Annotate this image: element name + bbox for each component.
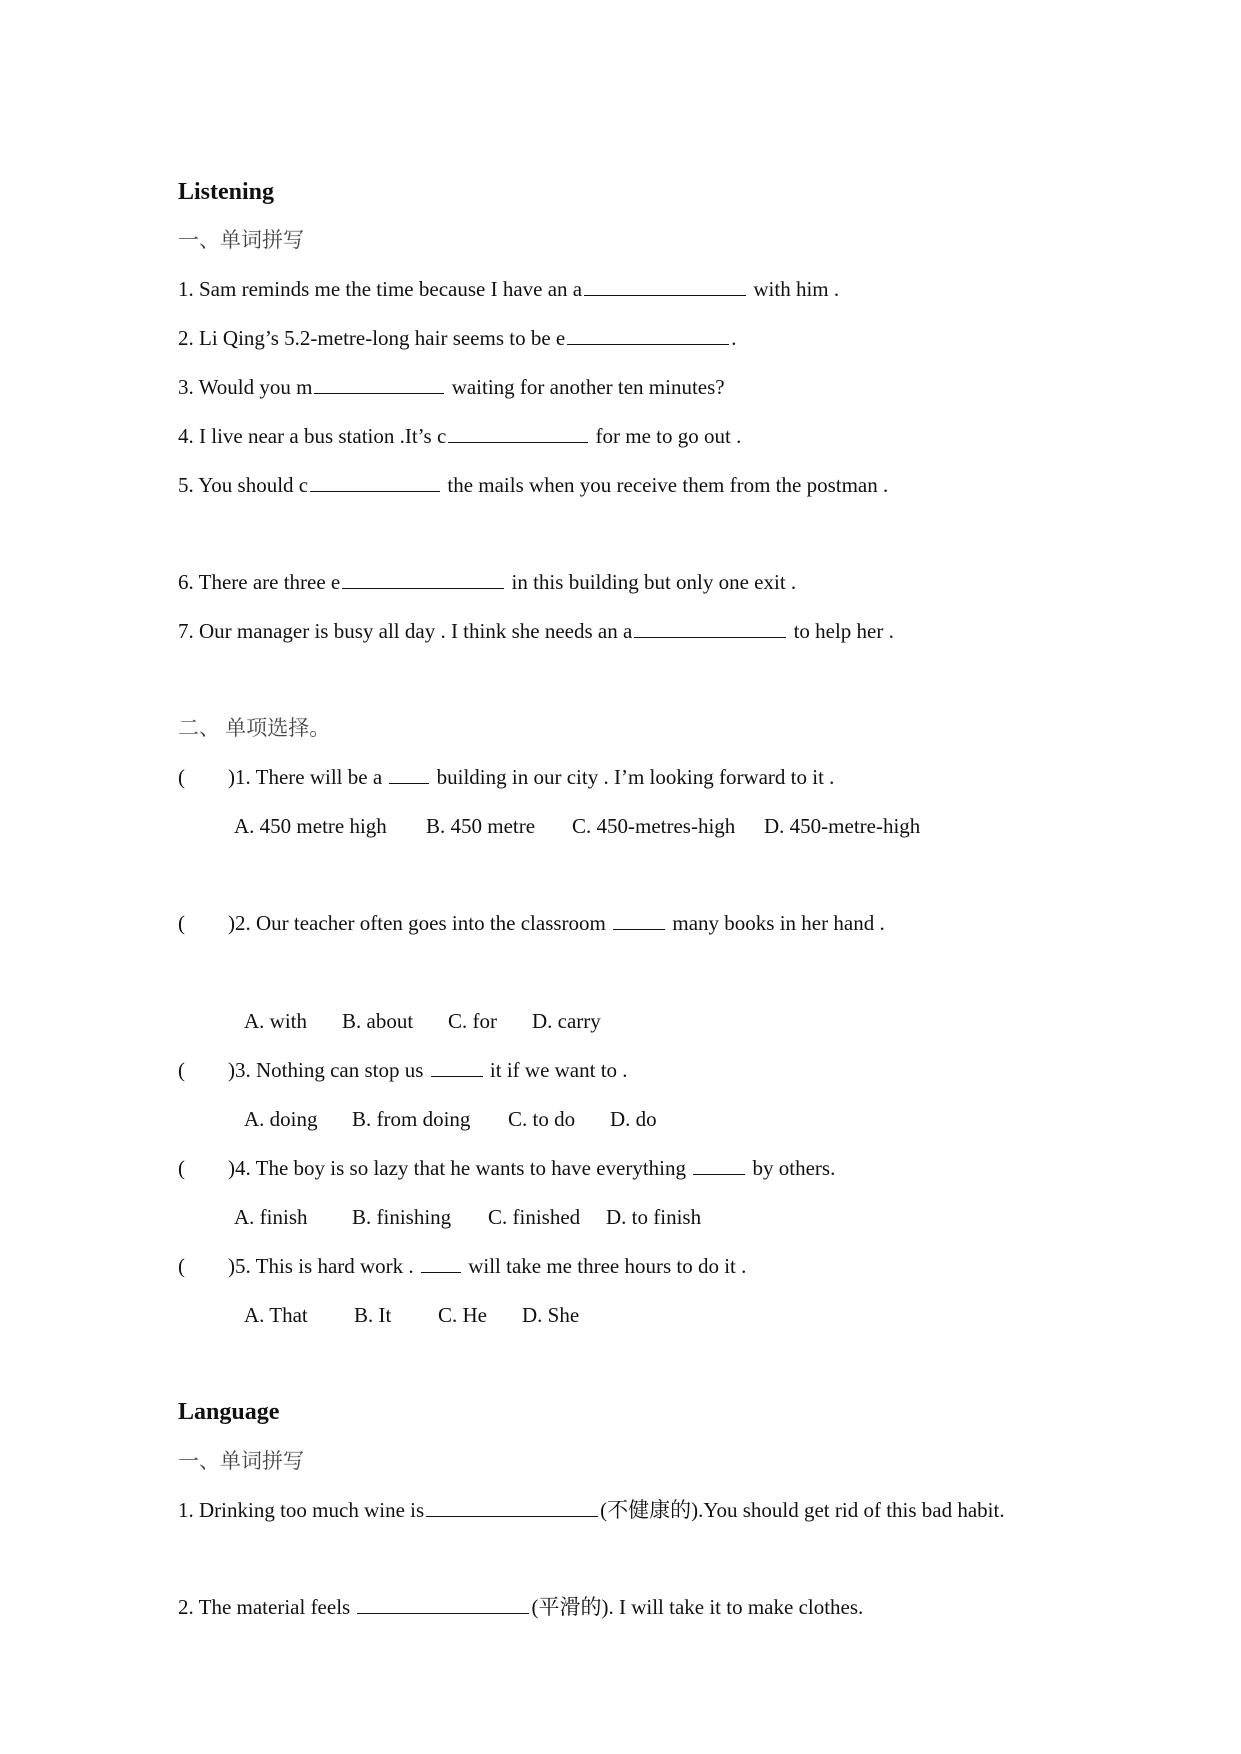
option-b: B. finishing xyxy=(352,1205,452,1229)
option-a: A. That xyxy=(244,1303,308,1327)
answer-blank[interactable] xyxy=(634,617,786,638)
answer-blank[interactable] xyxy=(584,275,746,296)
section-title-listening: Listening xyxy=(178,179,275,205)
option-b: B. about xyxy=(342,1009,414,1033)
spelling-item-7: 7. Our manager is busy all day . I think she needs an a to help her . xyxy=(178,619,894,643)
choice-question-4: ( )4. The boy is so lazy that he wants to have everything by others. xyxy=(178,1156,836,1180)
answer-blank[interactable] xyxy=(421,1252,461,1273)
spelling-item-1: 1. Sam reminds me the time because I have an a with him . xyxy=(178,277,840,301)
answer-blank[interactable] xyxy=(357,1593,529,1614)
spelling-item-6: 6. There are three e in this building but only one exit . xyxy=(178,570,797,594)
option-d: D. 450-metre-high xyxy=(764,814,921,838)
choice-options-5 xyxy=(244,1301,579,1329)
option-c: C. to do xyxy=(508,1107,576,1131)
option-a: A. 450 metre high xyxy=(234,814,387,838)
answer-blank[interactable] xyxy=(314,373,444,394)
choice-options-4 xyxy=(234,1203,701,1231)
option-a: A. doing xyxy=(244,1107,318,1131)
option-c: C. He xyxy=(438,1303,487,1327)
option-d: D. carry xyxy=(532,1009,601,1033)
choice-question-1: ( )1. There will be a building in our city . I’m looking forward to it . xyxy=(178,765,835,789)
choice-options-2 xyxy=(244,1007,601,1035)
choice-question-3: ( )3. Nothing can stop us it if we want to . xyxy=(178,1058,628,1082)
answer-blank[interactable] xyxy=(613,909,665,930)
choice-question-2: ( )2. Our teacher often goes into the classroom many books in her hand . xyxy=(178,911,885,935)
choice-question-5: ( )5. This is hard work . will take me three hours to do it . xyxy=(178,1254,747,1278)
part-title-spelling: 一、单词拼写 xyxy=(178,1449,304,1473)
answer-blank[interactable] xyxy=(567,324,729,345)
section-title-language: Language xyxy=(178,1399,280,1425)
option-c: C. 450-metres-high xyxy=(572,814,736,838)
option-c: C. for xyxy=(448,1009,497,1033)
spelling-item-5: 5. You should c the mails when you receive them from the postman . xyxy=(178,473,889,497)
answer-blank[interactable] xyxy=(426,1496,598,1517)
answer-blank[interactable] xyxy=(693,1154,745,1175)
option-a: A. with xyxy=(244,1009,307,1033)
language-item-2: 2. The material feels (平滑的). I will take it to make clothes. xyxy=(178,1595,864,1619)
option-d: D. She xyxy=(522,1303,580,1327)
choice-options-3 xyxy=(244,1105,657,1133)
option-d: D. to finish xyxy=(606,1205,702,1229)
answer-blank[interactable] xyxy=(310,471,440,492)
spelling-item-2: 2. Li Qing’s 5.2-metre-long hair seems to be e . xyxy=(178,326,737,350)
answer-blank[interactable] xyxy=(431,1056,483,1077)
option-c: C. finished xyxy=(488,1205,581,1229)
option-b: B. from doing xyxy=(352,1107,471,1131)
option-b: B. It xyxy=(354,1303,392,1327)
answer-blank[interactable] xyxy=(342,568,504,589)
answer-blank[interactable] xyxy=(448,422,588,443)
part-title-spelling: 一、单词拼写 xyxy=(178,228,304,252)
option-b: B. 450 metre xyxy=(426,814,536,838)
part-title-choice: 二、 单项选择。 xyxy=(178,716,331,740)
option-d: D. do xyxy=(610,1107,657,1131)
spelling-item-3: 3. Would you m waiting for another ten minutes? xyxy=(178,375,725,399)
choice-options-1 xyxy=(234,812,920,840)
option-a: A. finish xyxy=(234,1205,308,1229)
spelling-item-4: 4. I live near a bus station .It’s c for me to go out . xyxy=(178,424,742,448)
language-item-1: 1. Drinking too much wine is (不健康的).You should get rid of this bad habit. xyxy=(178,1498,1005,1522)
answer-blank[interactable] xyxy=(389,763,429,784)
